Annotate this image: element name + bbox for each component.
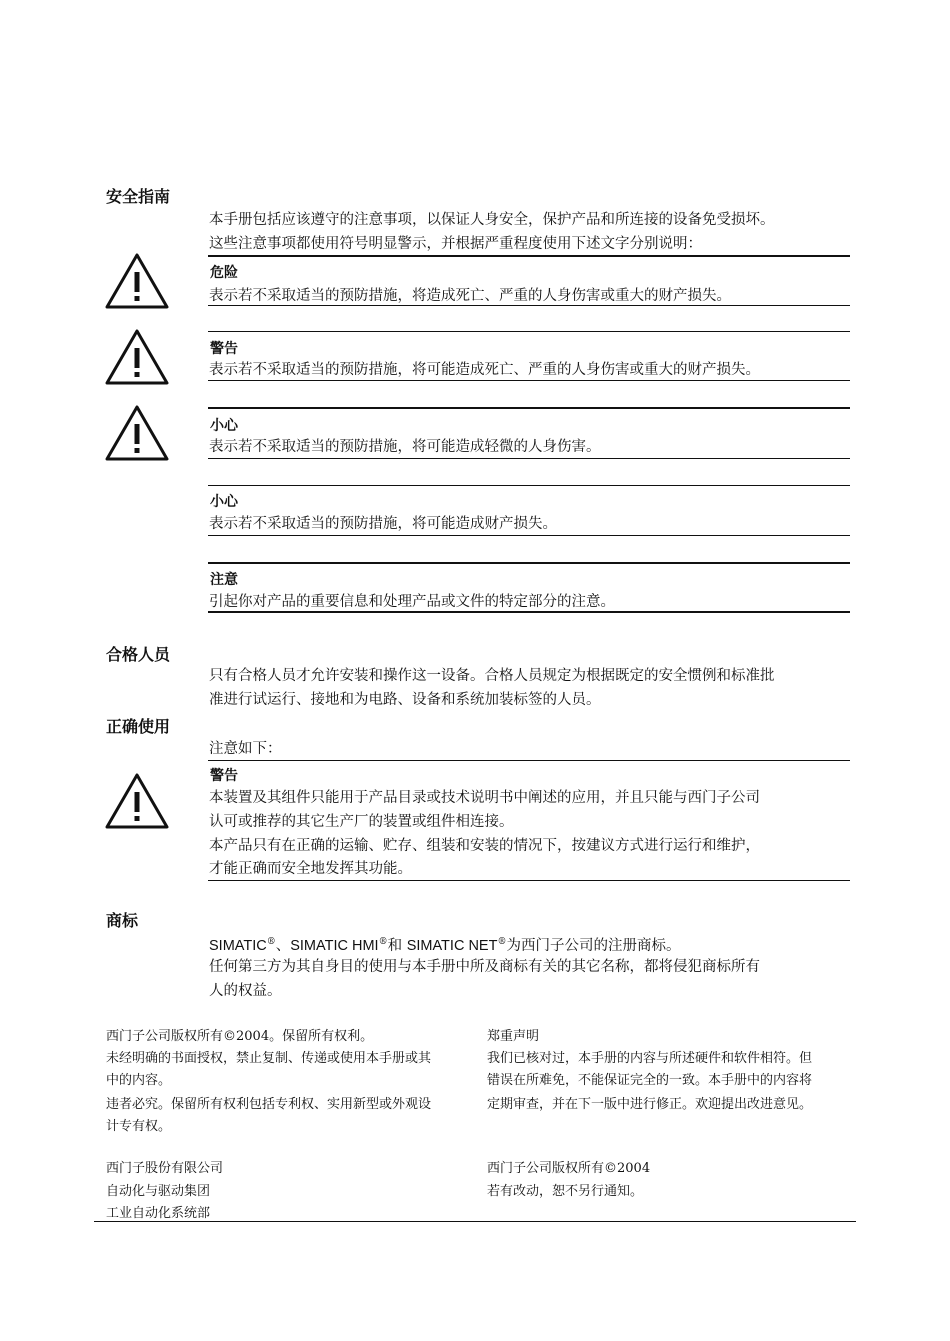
trademarks-tail: 为西门子公司的注册商标。 <box>506 937 681 954</box>
registered-mark: ® <box>378 937 388 947</box>
trademarks-line1 <box>209 930 680 958</box>
note-label: 注意 <box>210 572 238 588</box>
caution-label: 小心 <box>210 494 238 510</box>
danger-text: 表示若不采取适当的预防措施，将造成死亡、严重的人身伤害或重大的财产损失。 <box>209 288 731 304</box>
trademarks-heading: 商标 <box>106 911 139 930</box>
divider <box>208 380 850 381</box>
danger-label: 危险 <box>210 265 238 281</box>
note-text: 引起你对产品的重要信息和处理产品或文件的特定部分的注意。 <box>209 594 615 610</box>
footer-left-line1: 西门子公司版权所有©2004。保留所有权利。 <box>106 1029 374 1044</box>
divider <box>208 407 850 409</box>
divider <box>208 255 850 257</box>
divider <box>208 880 850 881</box>
warning-triangle-icon <box>104 404 170 462</box>
warning-triangle-icon <box>104 772 170 830</box>
caution-label: 小心 <box>210 418 238 434</box>
registered-mark: ® <box>266 937 276 947</box>
divider <box>208 562 850 564</box>
correct-use-line1: 本装置及其组件只能用于产品目录或技术说明书中阐述的应用，并且只能与西门子公司 <box>209 790 760 806</box>
company-group: 自动化与驱动集团 <box>106 1184 211 1199</box>
company-name: 西门子股份有限公司 <box>106 1161 224 1176</box>
warning-triangle-icon <box>104 328 170 386</box>
trademark-simatic-hmi: SIMATIC HMI <box>290 937 379 954</box>
safety-intro-line1: 本手册包括应该遵守的注意事项，以保证人身安全，保护产品和所连接的设备免受损坏。 <box>209 212 775 228</box>
warning-text: 表示若不采取适当的预防措施，将可能造成死亡、严重的人身伤害或重大的财产损失。 <box>209 362 760 378</box>
correct-use-intro: 注意如下： <box>209 741 282 757</box>
registered-mark: ® <box>497 937 507 947</box>
caution-text: 表示若不采取适当的预防措施，将可能造成财产损失。 <box>209 516 557 532</box>
trademarks-line2: 任何第三方为其自身目的使用与本手册中所及商标有关的其它名称，都将侵犯商标所有 <box>209 959 760 975</box>
qualified-line2: 准进行试运行、接地和为电路、设备和系统加装标签的人员。 <box>209 692 601 708</box>
footer-left-line5: 计专有权。 <box>106 1119 172 1134</box>
change-notice: 若有改动，恕不另行通知。 <box>487 1184 644 1199</box>
correct-use-line3: 本产品只有在正确的运输、贮存、组装和安装的情况下，按建议方式进行运行和维护， <box>209 838 760 854</box>
footer-divider <box>94 1221 856 1222</box>
company-division: 工业自动化系统部 <box>106 1206 211 1221</box>
correct-use-line4: 才能正确而安全地发挥其功能。 <box>209 861 412 877</box>
footer-left-line2: 未经明确的书面授权，禁止复制、传递或使用本手册或其 <box>106 1051 432 1066</box>
footer-right-line2: 错误在所难免，不能保证完全的一致。本手册中的内容将 <box>487 1073 813 1088</box>
divider <box>208 760 850 761</box>
divider <box>208 458 850 459</box>
footer-left-line3: 中的内容。 <box>106 1073 172 1088</box>
warning-label: 警告 <box>210 768 238 784</box>
divider <box>208 485 850 486</box>
copyright-notice: 西门子公司版权所有©2004 <box>487 1161 651 1176</box>
footer-right-line3: 定期审查，并在下一版中进行修正。欢迎提出改进意见。 <box>487 1097 813 1112</box>
trademarks-line3: 人的权益。 <box>209 983 282 999</box>
safety-heading: 安全指南 <box>106 187 171 206</box>
correct-use-line2: 认可或推荐的其它生产厂的装置或组件相连接。 <box>209 814 514 830</box>
qualified-heading: 合格人员 <box>106 645 171 664</box>
divider <box>208 611 850 613</box>
warning-label: 警告 <box>210 341 238 357</box>
trademark-separator: 和 <box>387 937 407 954</box>
warning-triangle-icon <box>104 252 170 310</box>
footer-left-line4: 违者必究。保留所有权利包括专利权、实用新型或外观设 <box>106 1097 432 1112</box>
caution-text: 表示若不采取适当的预防措施，将可能造成轻微的人身伤害。 <box>209 439 601 455</box>
qualified-line1: 只有合格人员才允许安装和操作这一设备。合格人员规定为根据既定的安全惯例和标准批 <box>209 668 775 684</box>
footer-right-title: 郑重声明 <box>487 1029 540 1044</box>
footer-right-line1: 我们已核对过，本手册的内容与所述硬件和软件相符。但 <box>487 1051 813 1066</box>
trademark-separator: 、 <box>275 937 291 954</box>
divider <box>208 331 850 332</box>
divider <box>208 535 850 536</box>
divider <box>208 305 850 306</box>
trademark-simatic: SIMATIC <box>209 937 267 954</box>
safety-intro-line2: 这些注意事项都使用符号明显警示，并根据严重程度使用下述文字分别说明： <box>209 236 702 252</box>
correct-use-heading: 正确使用 <box>106 717 171 736</box>
trademark-simatic-net: SIMATIC NET <box>406 937 498 954</box>
